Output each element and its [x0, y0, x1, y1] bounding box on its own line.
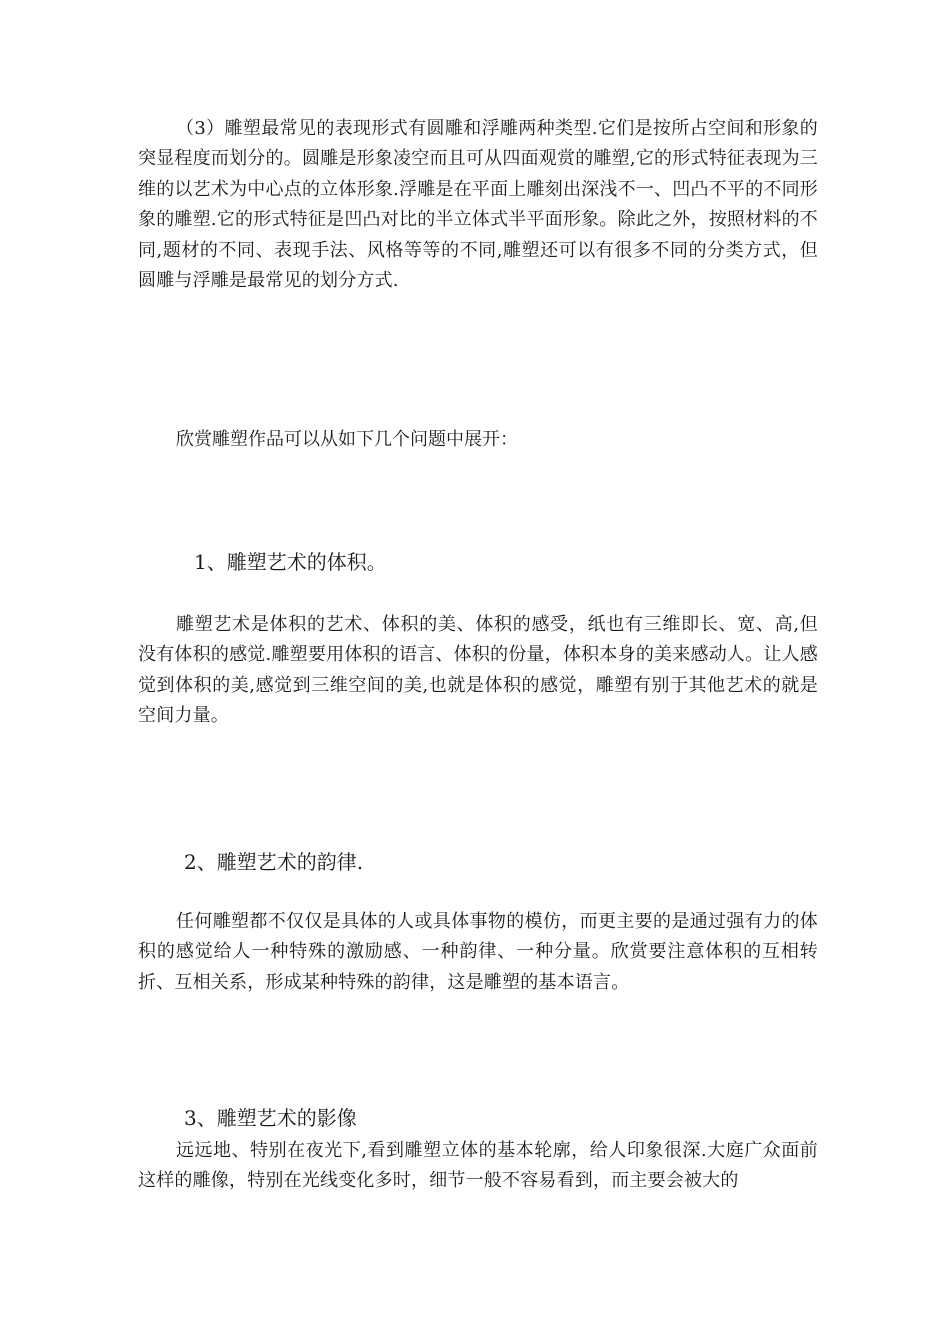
intro-line: 欣赏雕塑作品可以从如下几个问题中展开：: [176, 429, 518, 450]
paragraph-volume: 雕塑艺术是体积的艺术、体积的美、体积的感受，纸也有三维即长、宽、高,但没有体积的感觉.雕塑要用体积的语言、体积的份量，体积本身的美来感动人。让人感觉到体积的美,感觉到三维空间的美,也就是体积的感觉，雕塑有别于其他艺术的就是空间力量。: [138, 614, 818, 727]
paragraph-rhythm: 任何雕塑都不仅仅是具体的人或具体事物的模仿，而更主要的是通过强有力的体积的感觉给人一种特殊的激励感、一种韵律、一种分量。欣赏要注意体积的互相转折、互相关系，形成某种特殊的韵律，这是雕塑的基本语言。: [138, 911, 818, 993]
heading-rhythm: 2、雕塑艺术的韵律.: [184, 850, 364, 874]
heading-silhouette: 3、雕塑艺术的影像: [184, 1106, 357, 1130]
paragraph-sculpture-forms: （3）雕塑最常见的表现形式有圆雕和浮雕两种类型.它们是按所占空间和形象的突显程度而划分的。圆雕是形象凌空而且可从四面观赏的雕塑,它的形式特征表现为三维的以艺术为中心点的立体形象.浮雕是在平面上雕刻出深浅不一、凹凸不平的不同形象的雕塑.它的形式特征是凹凸对比的半立体式半平面形象。除此之外，按照材料的不同,题材的不同、表现手法、风格等等的不同,雕塑还可以有很多不同的分类方式，但圆雕与浮雕是最常见的划分方式.: [138, 118, 818, 292]
heading-volume: 1、雕塑艺术的体积。: [194, 550, 387, 574]
paragraph-silhouette: 远远地、特别在夜光下,看到雕塑立体的基本轮廓，给人印象很深.大庭广众面前这样的雕像，特别在光线变化多时，细节一般不容易看到，而主要会被大的: [138, 1140, 818, 1192]
